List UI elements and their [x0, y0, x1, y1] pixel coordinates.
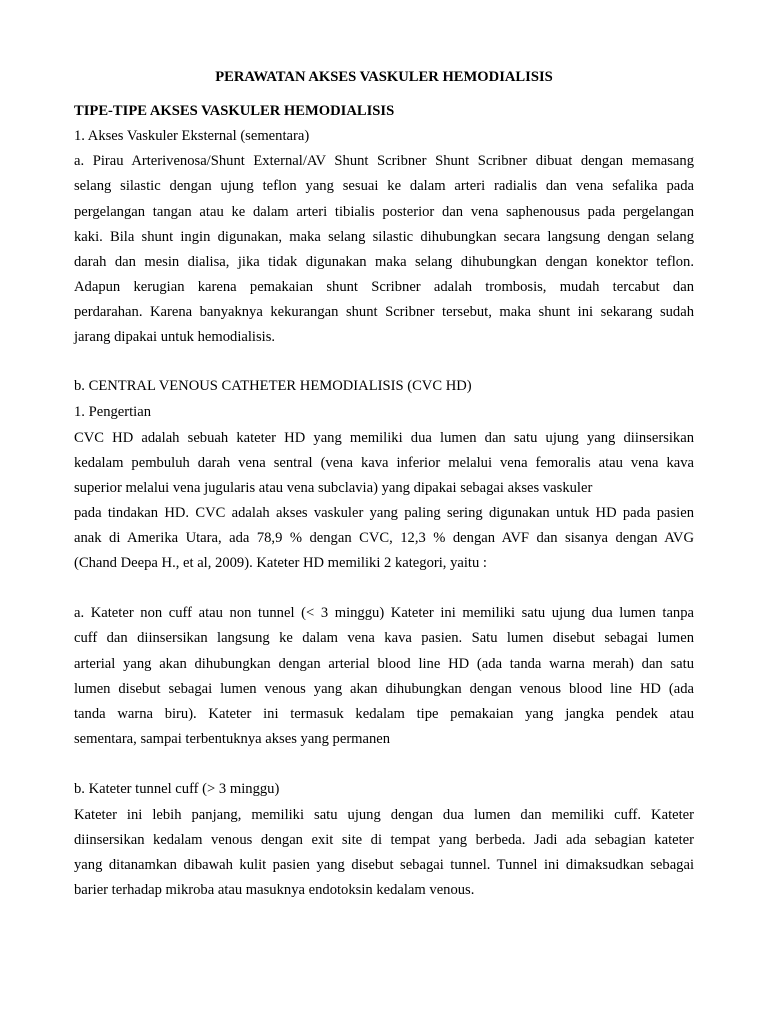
paragraph-line: a. Pirau Arterivenosa/Shunt External/AV Shunt Scribner Shunt Scribner dibuat dengan memasang [74, 153, 694, 169]
paragraph-line: tanda warna biru). Kateter ini termasuk kedalam tipe pemakaian yang jangka pendek atau [74, 706, 694, 722]
paragraph-line: kedalam pembuluh darah vena sentral (vena kava inferior melalui vena femoralis atau vena kava [74, 455, 694, 471]
paragraph-line: diinsersikan kedalam venous dengan exit site di tempat yang berbeda. Jadi ada sebagian kateter [74, 832, 694, 848]
paragraph-line: Adapun kerugian karena pemakaian shunt Scribner adalah trombosis, mudah tercabut dan [74, 279, 694, 295]
paragraph-line: Kateter ini lebih panjang, memiliki satu ujung dengan dua lumen dan memiliki cuff. Kateter [74, 807, 694, 823]
section-heading: TIPE-TIPE AKSES VASKULER HEMODIALISIS [74, 103, 395, 119]
paragraph-line: perdarahan. Karena banyaknya kekurangan shunt Scribner tersebut, maka shunt ini sekarang sudah [74, 304, 694, 320]
paragraph-line: superior melalui vena jugularis atau vena subclavia) yang dipakai sebagai akses vaskuler [74, 480, 593, 496]
paragraph-line: selang silastic dengan ujung teflon yang sesuai ke dalam arteri radialis dan vena sefalika pada [74, 178, 694, 194]
list-item-external-access: 1. Akses Vaskuler Eksternal (sementara) [74, 128, 310, 144]
paragraph-line: sementara, sampai terbentuknya akses yang permanen [74, 731, 391, 747]
paragraph-line: anak di Amerika Utara, ada 78,9 % dengan CVC, 12,3 % dengan AVF dan sisanya dengan AVG [74, 530, 694, 546]
paragraph-line: arterial yang akan dihubungkan dengan arterial blood line HD (ada tanda warna merah) dan satu [74, 656, 694, 672]
paragraph-line: darah dan mesin dialisa, jika tidak digunakan maka selang dihubungkan dengan konektor teflon. [74, 254, 694, 270]
paragraph-line: a. Kateter non cuff atau non tunnel (< 3 minggu) Kateter ini memiliki satu ujung dua lumen tanpa [74, 605, 694, 621]
paragraph-line: CVC HD adalah sebuah kateter HD yang memiliki dua lumen dan satu ujung yang diinsersikan [74, 430, 694, 446]
document-title: PERAWATAN AKSES VASKULER HEMODIALISIS [215, 69, 553, 85]
paragraph-line: barier terhadap mikroba atau masuknya endotoksin kedalam venous. [74, 882, 475, 898]
paragraph-line: (Chand Deepa H., et al, 2009). Kateter HD memiliki 2 kategori, yaitu : [74, 555, 487, 571]
section-heading-cvc: b. CENTRAL VENOUS CATHETER HEMODIALISIS (CVC HD) [74, 378, 472, 394]
paragraph-line: jarang dipakai untuk hemodialisis. [74, 329, 276, 345]
paragraph-line: pada tindakan HD. CVC adalah akses vaskuler yang paling sering digunakan untuk HD pada pasien [74, 505, 694, 521]
paragraph-line: cuff dan diinsersikan langsung ke dalam vena kava pasien. Satu lumen disebut sebagai lumen [74, 630, 694, 646]
paragraph-line: kaki. Bila shunt ingin digunakan, maka selang silastic dihubungkan secara langsung dengan selang [74, 229, 694, 245]
paragraph-line: yang ditanamkan dibawah kulit pasien yang disebut sebagai tunnel. Tunnel ini dimaksudkan sebagai [74, 857, 694, 873]
subheading-pengertian: 1. Pengertian [74, 404, 152, 420]
subheading-tunnel-cuff: b. Kateter tunnel cuff (> 3 minggu) [74, 781, 280, 797]
paragraph-line: lumen disebut sebagai lumen venous yang akan dihubungkan dengan venous blood line HD (ada [74, 681, 694, 697]
paragraph-line: pergelangan tangan atau ke dalam arteri tibialis posterior dan vena saphenousus pada pergelangan [74, 204, 694, 220]
